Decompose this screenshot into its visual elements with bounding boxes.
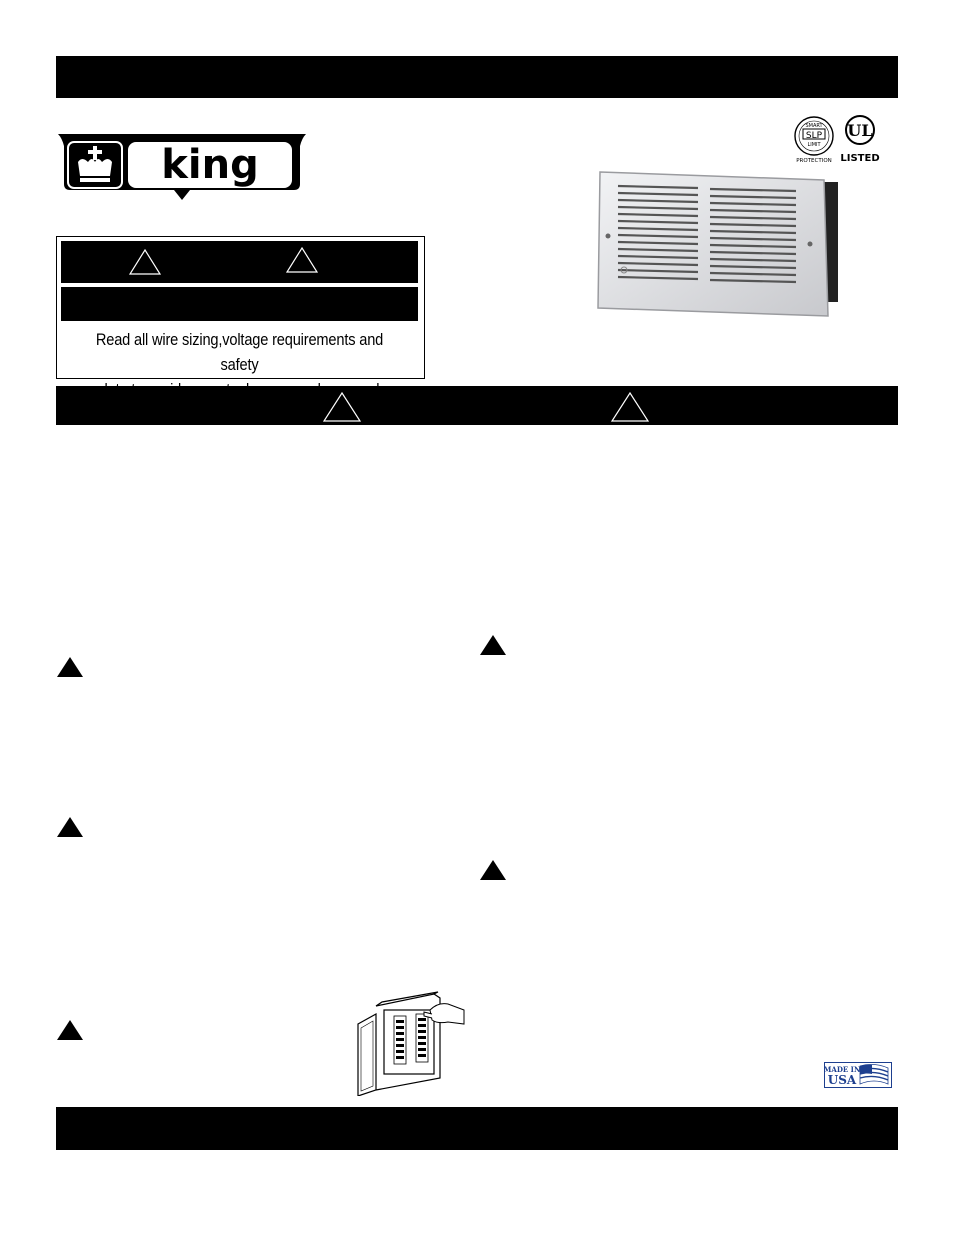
caution-triangle-icon	[56, 1019, 84, 1041]
header-bar	[56, 56, 898, 98]
caution-triangle-icon	[56, 656, 84, 678]
king-logo	[56, 132, 308, 202]
svg-text:SMART: SMART	[805, 123, 823, 129]
warning-triangle-icon	[285, 246, 319, 274]
svg-text:USA: USA	[827, 1073, 857, 1087]
warning-triangle-icon	[322, 391, 362, 423]
svg-text:LIMIT: LIMIT	[807, 142, 821, 148]
warning-header-bar	[61, 241, 418, 283]
safety-section-bar	[56, 386, 898, 425]
flag-icon	[860, 1064, 888, 1084]
certification-logos	[790, 114, 886, 166]
warning-subheader-bar	[61, 287, 418, 321]
heater-illustration	[592, 166, 850, 330]
breaker-panel-illustration	[354, 986, 466, 1096]
warning-triangle-icon	[128, 248, 162, 276]
caution-triangle-icon	[479, 859, 507, 881]
svg-text:LISTED: LISTED	[840, 153, 880, 164]
made-in-usa-badge	[824, 1062, 892, 1088]
warning-triangle-icon	[610, 391, 650, 423]
svg-text:MADE IN: MADE IN	[824, 1065, 861, 1074]
caution-triangle-icon	[56, 816, 84, 838]
warning-box	[56, 236, 425, 379]
ul-listed-icon	[840, 116, 879, 164]
brand-name: king	[161, 142, 259, 188]
hand-icon	[424, 1004, 464, 1024]
footer-bar	[56, 1107, 898, 1150]
svg-text:UL: UL	[847, 121, 873, 140]
caution-triangle-icon	[479, 634, 507, 656]
warning-line-1: Read all wire sizing,voltage requirements and safety	[95, 330, 384, 374]
svg-text:PROTECTION: PROTECTION	[796, 158, 832, 164]
svg-text:SLP: SLP	[805, 131, 823, 141]
slp-protection-icon	[795, 117, 833, 164]
